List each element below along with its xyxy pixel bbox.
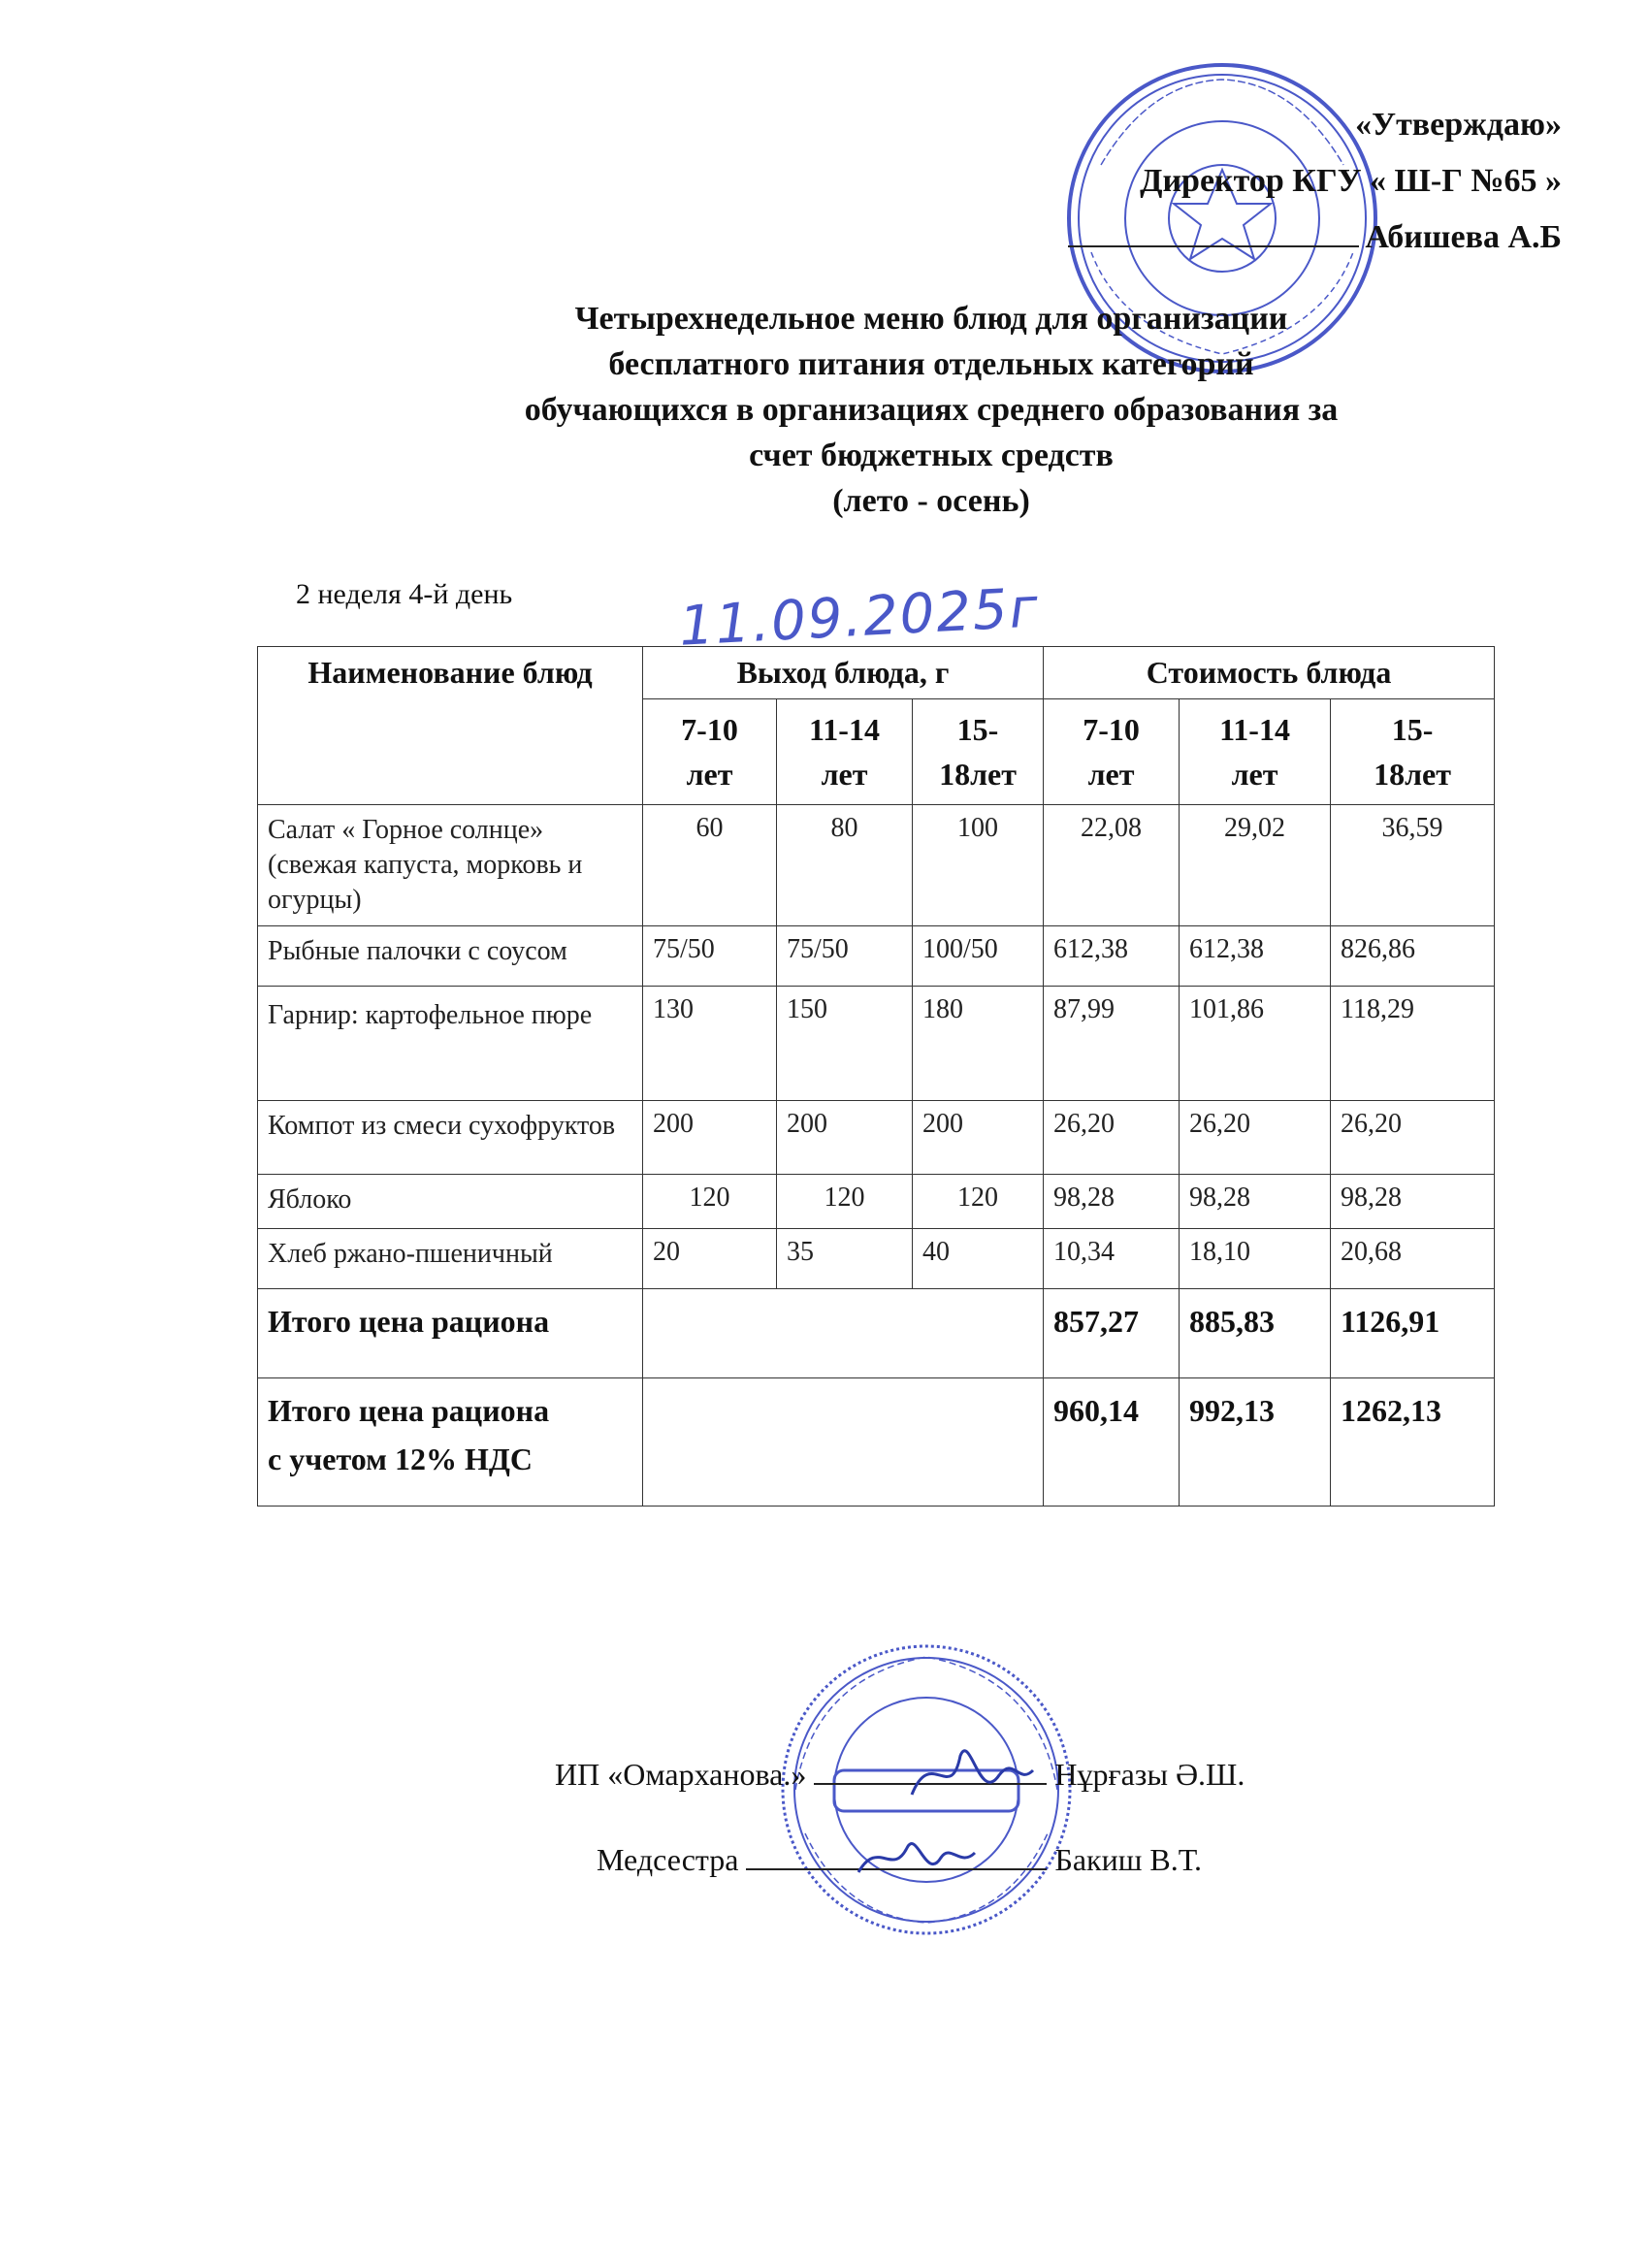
week-day-label: 2 неделя 4-й день <box>296 578 513 610</box>
table-cell: 118,29 <box>1331 987 1495 1101</box>
table-cell: 40 <box>913 1229 1044 1289</box>
table-cell: 120 <box>913 1175 1044 1229</box>
table-header-row <box>258 647 1495 699</box>
dish-name: Хлеб ржано-пшеничный <box>258 1229 643 1289</box>
ip-person: Нұрғазы Ә.Ш. <box>1054 1757 1245 1792</box>
total-value: 885,83 <box>1180 1289 1331 1378</box>
ip-signature-row <box>555 1756 1245 1793</box>
total-value: 1126,91 <box>1331 1289 1495 1378</box>
table-cell: 18,10 <box>1180 1229 1331 1289</box>
table-cell: 200 <box>643 1101 777 1175</box>
dish-name: Компот из смеси сухофруктов <box>258 1101 643 1175</box>
total-vat-empty-cell <box>643 1378 1044 1507</box>
table-cell: 75/50 <box>643 926 777 987</box>
age-header: 7-10 лет <box>1044 699 1180 805</box>
output-header: Выход блюда, г <box>643 647 1044 699</box>
table-cell: 98,28 <box>1180 1175 1331 1229</box>
handwritten-date: 11.09.2025г <box>677 576 1042 659</box>
title-line-4: счет бюджетных средств <box>749 437 1114 473</box>
table-cell: 200 <box>913 1101 1044 1175</box>
table-cell: 35 <box>777 1229 913 1289</box>
table-cell: 10,34 <box>1044 1229 1180 1289</box>
age-header: 15- 18лет <box>1331 699 1495 805</box>
table-cell: 60 <box>643 805 777 926</box>
table-cell: 826,86 <box>1331 926 1495 987</box>
title-line-5: (лето - осень) <box>832 483 1030 519</box>
table-cell: 20,68 <box>1331 1229 1495 1289</box>
table-cell: 98,28 <box>1044 1175 1180 1229</box>
age-header: 15- 18лет <box>913 699 1044 805</box>
table-cell: 100/50 <box>913 926 1044 987</box>
dish-name: Гарнир: картофельное пюре <box>258 987 643 1101</box>
table-cell: 29,02 <box>1180 805 1331 926</box>
table-cell: 150 <box>777 987 913 1101</box>
ip-label: ИП «Омарханова.» <box>555 1757 807 1792</box>
dish-name: Яблоко <box>258 1175 643 1229</box>
table-row <box>258 987 1495 1101</box>
cost-header: Стоимость блюда <box>1044 647 1495 699</box>
title-line-1: Четырехнедельное меню блюд для организации <box>574 301 1288 337</box>
age-header: 11-14 лет <box>777 699 913 805</box>
page-title <box>320 296 1542 524</box>
dish-name: Рыбные палочки с соусом <box>258 926 643 987</box>
nurse-signature-scribble <box>854 1824 980 1892</box>
ip-signature-scribble <box>902 1736 1038 1814</box>
table-row <box>258 1229 1495 1289</box>
table-cell: 130 <box>643 987 777 1101</box>
nurse-person: Бакиш В.Т. <box>1054 1842 1203 1877</box>
table-cell: 36,59 <box>1331 805 1495 926</box>
table-cell: 80 <box>777 805 913 926</box>
dish-name-header: Наименование блюд <box>258 647 643 805</box>
title-line-2: бесплатного питания отдельных категорий <box>608 346 1254 382</box>
age-header: 7-10 лет <box>643 699 777 805</box>
table-cell: 87,99 <box>1044 987 1180 1101</box>
total-vat-value: 1262,13 <box>1331 1378 1495 1507</box>
approval-position: Директор КГУ « Ш-Г №65 » <box>1140 163 1562 199</box>
table-row <box>258 926 1495 987</box>
total-row <box>258 1289 1495 1378</box>
title-line-3: обучающихся в организациях среднего образования за <box>524 392 1339 428</box>
table-cell: 26,20 <box>1180 1101 1331 1175</box>
nurse-label: Медсестра <box>597 1842 739 1877</box>
table-cell: 612,38 <box>1044 926 1180 987</box>
table-cell: 20 <box>643 1229 777 1289</box>
age-header: 11-14 лет <box>1180 699 1331 805</box>
approval-block <box>1068 97 1562 266</box>
table-cell: 101,86 <box>1180 987 1331 1101</box>
dish-name: Салат « Горное солнце» (свежая капуста, морковь и огурцы) <box>258 805 643 926</box>
table-cell: 120 <box>777 1175 913 1229</box>
total-empty-cell <box>643 1289 1044 1378</box>
table-cell: 120 <box>643 1175 777 1229</box>
table-cell: 180 <box>913 987 1044 1101</box>
total-vat-value: 992,13 <box>1180 1378 1331 1507</box>
approval-signature-line <box>1068 245 1359 247</box>
table-row <box>258 1175 1495 1229</box>
total-label: Итого цена рациона <box>258 1289 643 1378</box>
menu-table <box>257 646 1495 1507</box>
table-row <box>258 805 1495 926</box>
table-cell: 100 <box>913 805 1044 926</box>
total-vat-value: 960,14 <box>1044 1378 1180 1507</box>
table-cell: 98,28 <box>1331 1175 1495 1229</box>
total-vat-row <box>258 1378 1495 1507</box>
approval-signer <box>1068 210 1562 266</box>
table-cell: 26,20 <box>1044 1101 1180 1175</box>
table-cell: 75/50 <box>777 926 913 987</box>
table-cell: 26,20 <box>1331 1101 1495 1175</box>
total-value: 857,27 <box>1044 1289 1180 1378</box>
total-vat-label: Итого цена рациона с учетом 12% НДС <box>258 1378 643 1507</box>
approval-signer-name: Абишева А.Б <box>1365 219 1562 255</box>
table-cell: 200 <box>777 1101 913 1175</box>
table-cell: 612,38 <box>1180 926 1331 987</box>
approval-heading: «Утверждаю» <box>1355 107 1562 143</box>
table-cell: 22,08 <box>1044 805 1180 926</box>
table-row <box>258 1101 1495 1175</box>
